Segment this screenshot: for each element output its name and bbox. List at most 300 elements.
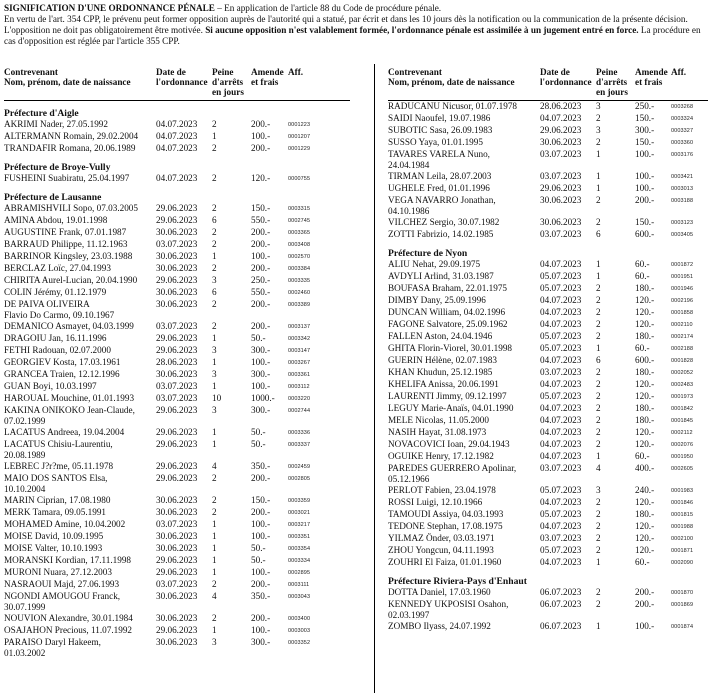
order-date: 03.07.2023 — [540, 149, 582, 159]
table-row — [388, 307, 708, 319]
offender-name: LEBREC J?r?me, 05.11.1978 — [4, 461, 114, 471]
order-date: 04.07.2023 — [540, 113, 582, 123]
fine-amount: 180.- — [635, 367, 655, 377]
fine-amount: 100.- — [251, 251, 271, 261]
detention-days: 2 — [212, 263, 217, 273]
table-row — [4, 579, 350, 591]
detention-days: 2 — [212, 321, 217, 331]
detention-days: 3 — [212, 405, 217, 415]
notice-header — [4, 3, 706, 47]
offender-name: BERCLAZ Loïc, 27.04.1993 — [4, 263, 111, 273]
detention-days: 1 — [596, 149, 601, 159]
fine-amount: 120.- — [635, 545, 655, 555]
detention-days: 2 — [596, 545, 601, 555]
offender-name: ZOMBO Ilyass, 24.07.1992 — [388, 621, 491, 631]
offender-name: VILCHEZ Sergio, 30.07.1982 — [388, 217, 500, 227]
fine-amount: 150.- — [635, 113, 655, 123]
offender-name: FUSHEINI Suabiratu, 25.04.1997 — [4, 173, 130, 183]
detention-days: 3 — [212, 345, 217, 355]
fine-amount: 200.- — [251, 143, 271, 153]
order-date: 04.07.2023 — [540, 319, 582, 329]
order-date: 03.07.2023 — [156, 393, 198, 403]
detention-days: 2 — [596, 427, 601, 437]
order-date: 05.07.2023 — [540, 343, 582, 353]
offender-name: MOISE Valter, 10.10.1993 — [4, 543, 103, 553]
order-date: 05.07.2023 — [540, 331, 582, 341]
detention-days: 2 — [596, 439, 601, 449]
order-date: 03.07.2023 — [156, 381, 198, 391]
detention-days: 2 — [596, 195, 601, 205]
column-header-row — [4, 67, 350, 101]
order-date: 03.07.2023 — [156, 239, 198, 249]
table-row — [388, 101, 708, 114]
fine-amount: 50.- — [251, 439, 266, 449]
case-number: 0003324 — [671, 116, 694, 122]
offender-name: ZOUHRI El Faiza, 01.01.1960 — [388, 557, 502, 567]
fine-amount: 120.- — [635, 427, 655, 437]
offender-name: NOVACOVICI Ioan, 29.04.1943 — [388, 439, 510, 449]
table-row — [4, 357, 350, 369]
order-date: 29.06.2023 — [156, 461, 198, 471]
order-date: 29.06.2023 — [156, 203, 198, 213]
detention-days: 2 — [596, 113, 601, 123]
case-number: 0002196 — [671, 298, 694, 304]
table-row — [4, 131, 350, 143]
order-date: 29.06.2023 — [540, 183, 582, 193]
fine-amount: 550.- — [251, 287, 271, 297]
offender-name: GEORGIEV Kosta, 17.03.1961 — [4, 357, 121, 367]
offender-name: MURONI Nuara, 27.12.2003 — [4, 567, 112, 577]
case-number: 0003389 — [288, 302, 311, 308]
table-row — [4, 591, 350, 613]
offender-name: CHIRITA Aurel-Lucian, 20.04.1990 — [4, 275, 138, 285]
fine-amount: 100.- — [635, 621, 655, 631]
offender-name: PARAISO Daryl Hakeem, 01.03.2002 — [4, 637, 101, 658]
table-row — [4, 215, 350, 227]
left-table-header — [4, 67, 350, 101]
table-row — [388, 427, 708, 439]
order-date: 03.07.2023 — [540, 229, 582, 239]
case-number: 0003336 — [288, 430, 311, 436]
table-row — [388, 125, 708, 137]
order-date: 29.06.2023 — [156, 567, 198, 577]
offender-name: BARRINOR Kingsley, 23.03.1988 — [4, 251, 133, 261]
order-date: 30.06.2023 — [540, 217, 582, 227]
case-number: 0003147 — [288, 348, 311, 354]
case-number: 0003405 — [671, 232, 694, 238]
order-date: 05.07.2023 — [540, 283, 582, 293]
case-number: 0002188 — [671, 346, 694, 352]
column-header-row — [388, 67, 708, 101]
offender-name: RADUCANU Nicusor, 01.07.1978 — [388, 101, 518, 111]
table-row — [4, 143, 350, 155]
order-date: 29.06.2023 — [156, 345, 198, 355]
col-header-name: Contrevenant Nom, prénom, date de naissance — [388, 67, 515, 87]
order-date: 05.07.2023 — [540, 485, 582, 495]
fine-amount: 200.- — [251, 119, 271, 129]
table-row — [388, 497, 708, 509]
offender-name: DIMBY Dany, 25.09.1996 — [388, 295, 486, 305]
case-number: 0003384 — [288, 266, 311, 272]
table-row — [388, 183, 708, 195]
offender-name: TEDONE Stephan, 17.08.1975 — [388, 521, 503, 531]
notice-title-line — [4, 3, 706, 14]
fine-amount: 50.- — [251, 543, 266, 553]
table-row — [388, 149, 708, 171]
offender-name: AVDYLI Arlind, 31.03.1987 — [388, 271, 494, 281]
fine-amount: 120.- — [635, 307, 655, 317]
fine-amount: 300.- — [251, 345, 271, 355]
detention-days: 2 — [596, 403, 601, 413]
detention-days: 1 — [212, 519, 217, 529]
fine-amount: 120.- — [635, 533, 655, 543]
order-date: 03.07.2023 — [156, 579, 198, 589]
fine-amount: 200.- — [251, 473, 271, 483]
offender-name: MARIN Ciprian, 17.08.1980 — [4, 495, 111, 505]
fine-amount: 50.- — [251, 427, 266, 437]
case-number: 0003421 — [671, 174, 694, 180]
order-date: 30.06.2023 — [156, 613, 198, 623]
detention-days: 2 — [596, 415, 601, 425]
fine-amount: 120.- — [251, 173, 271, 183]
col-header-fine: Amende et frais — [251, 67, 284, 87]
col-header-date: Date de l'ordonnance — [156, 67, 208, 87]
fine-amount: 180.- — [635, 415, 655, 425]
fine-amount: 150.- — [251, 495, 271, 505]
fine-amount: 100.- — [251, 131, 271, 141]
column-divider — [374, 64, 375, 693]
detention-days: 2 — [596, 587, 601, 597]
case-number: 0002110 — [671, 322, 693, 328]
fine-amount: 200.- — [251, 613, 271, 623]
case-number: 0001858 — [671, 310, 694, 316]
detention-days: 2 — [596, 367, 601, 377]
fine-amount: 180.- — [635, 283, 655, 293]
table-row — [388, 621, 708, 633]
left-table — [4, 67, 350, 659]
detention-days: 2 — [212, 203, 217, 213]
right-column — [388, 67, 708, 633]
order-date: 29.06.2023 — [156, 427, 198, 437]
order-date: 04.07.2023 — [540, 295, 582, 305]
offender-name: SUBOTIC Sasa, 26.09.1983 — [388, 125, 493, 135]
case-number: 0001845 — [671, 418, 694, 424]
case-number: 0003043 — [288, 594, 311, 600]
case-number: 0001983 — [671, 488, 694, 494]
fine-amount: 180.- — [635, 331, 655, 341]
order-date: 05.07.2023 — [540, 545, 582, 555]
table-row — [388, 587, 708, 599]
fine-amount: 200.- — [635, 587, 655, 597]
detention-days: 1 — [212, 531, 217, 541]
detention-days: 2 — [212, 495, 217, 505]
detention-days: 1 — [212, 131, 217, 141]
offender-name: YILMAZ Önder, 03.03.1971 — [388, 533, 495, 543]
case-number: 0001871 — [671, 548, 694, 554]
notice-subtitle: – En application de l'article 88 du Code de procédure pénale. — [214, 3, 442, 13]
case-number: 0003137 — [288, 324, 311, 330]
fine-amount: 150.- — [251, 203, 271, 213]
table-row — [4, 393, 350, 405]
fine-amount: 60.- — [635, 451, 650, 461]
detention-days: 2 — [596, 283, 601, 293]
table-row — [4, 227, 350, 239]
table-row — [388, 533, 708, 545]
detention-days: 2 — [596, 307, 601, 317]
order-date: 30.06.2023 — [156, 507, 198, 517]
left-column — [4, 67, 350, 659]
order-date: 30.06.2023 — [156, 251, 198, 261]
fine-amount: 100.- — [251, 381, 271, 391]
fine-amount: 200.- — [251, 299, 271, 309]
section-heading-row — [4, 155, 350, 173]
offender-name: MELE Nicolas, 11.05.2000 — [388, 415, 489, 425]
prefecture-heading: Préfecture de Nyon — [388, 248, 468, 259]
case-number: 0001973 — [671, 394, 694, 400]
case-number: 0003220 — [288, 396, 311, 402]
order-date: 30.06.2023 — [156, 591, 198, 601]
offender-name: BARRAUD Philippe, 11.12.1963 — [4, 239, 128, 249]
table-row — [388, 403, 708, 415]
fine-amount: 150.- — [635, 137, 655, 147]
case-number: 0002090 — [671, 560, 694, 566]
detention-days: 1 — [596, 557, 601, 567]
table-row — [4, 275, 350, 287]
offender-name: PAREDES GUERRERO Apolinar, 05.12.1966 — [388, 463, 517, 484]
col-header-name: Contrevenant Nom, prénom, date de naissance — [4, 67, 131, 87]
table-row — [4, 381, 350, 393]
offender-name: TRANDAFIR Romana, 20.06.1989 — [4, 143, 136, 153]
order-date: 30.06.2023 — [156, 531, 198, 541]
fine-amount: 120.- — [635, 319, 655, 329]
col-header-fine: Amende et frais — [635, 67, 668, 87]
table-row — [388, 557, 708, 569]
prefecture-heading: Préfecture Riviera-Pays d'Enhaut — [388, 576, 527, 587]
order-date: 06.07.2023 — [540, 599, 582, 609]
table-row — [388, 509, 708, 521]
detention-days: 1 — [212, 381, 217, 391]
offender-name: TAVARES VARELA Nuno, 24.04.1984 — [388, 149, 490, 170]
table-row — [4, 555, 350, 567]
fine-amount: 200.- — [251, 579, 271, 589]
fine-amount: 150.- — [635, 217, 655, 227]
table-row — [388, 113, 708, 125]
order-date: 30.06.2023 — [156, 227, 198, 237]
order-date: 05.07.2023 — [540, 271, 582, 281]
table-row — [4, 625, 350, 637]
fine-amount: 100.- — [635, 171, 655, 181]
fine-amount: 180.- — [635, 403, 655, 413]
case-number: 0003111 — [288, 582, 310, 588]
fine-amount: 240.- — [635, 485, 655, 495]
detention-days: 6 — [596, 355, 601, 365]
detention-days: 10 — [212, 393, 222, 403]
table-row — [4, 173, 350, 185]
case-number: 0003337 — [288, 442, 311, 448]
case-number: 0003365 — [288, 230, 311, 236]
detention-days: 1 — [596, 259, 601, 269]
order-date: 03.07.2023 — [156, 321, 198, 331]
table-row — [4, 263, 350, 275]
detention-days: 1 — [596, 183, 601, 193]
table-row — [4, 461, 350, 473]
notice-paragraph-end: La procédure en cas d'opposition est réglée par l'article 355 CPP. — [4, 25, 701, 46]
case-number: 0002459 — [288, 464, 311, 470]
prefecture-heading: Préfecture de Lausanne — [4, 192, 102, 203]
case-number: 0002460 — [288, 290, 311, 296]
case-number: 0002745 — [288, 218, 311, 224]
case-number: 0003408 — [288, 242, 311, 248]
order-date: 05.07.2023 — [540, 391, 582, 401]
offender-name: FALLEN Aston, 24.04.1946 — [388, 331, 493, 341]
offender-name: TAMOUDI Assiya, 04.03.1993 — [388, 509, 504, 519]
table-row — [4, 369, 350, 381]
fine-amount: 300.- — [635, 125, 655, 135]
detention-days: 6 — [212, 215, 217, 225]
offender-name: DE PAIVA OLIVEIRA Flavio Do Carmo, 09.10.1967 — [4, 299, 115, 320]
order-date: 30.06.2023 — [540, 195, 582, 205]
detention-days: 2 — [212, 299, 217, 309]
detention-days: 1 — [596, 271, 601, 281]
offender-name: MOHAMED Amine, 10.04.2002 — [4, 519, 126, 529]
section-heading-row — [388, 569, 708, 587]
order-date: 04.07.2023 — [156, 131, 198, 141]
detention-days: 2 — [596, 391, 601, 401]
fine-amount: 200.- — [251, 263, 271, 273]
offender-name: SAIDI Naoufel, 19.07.1986 — [388, 113, 491, 123]
offender-name: MERK Tamara, 09.05.1991 — [4, 507, 107, 517]
table-row — [4, 567, 350, 579]
offender-name: DUNCAN William, 04.02.1996 — [388, 307, 506, 317]
offender-name: ZHOU Yongcun, 04.11.1993 — [388, 545, 494, 555]
offender-name: TIRMAN Leila, 28.07.2003 — [388, 171, 492, 181]
table-row — [4, 473, 350, 495]
case-number: 0003360 — [671, 140, 694, 146]
fine-amount: 100.- — [251, 567, 271, 577]
offender-name: LACATUS Chisiu-Laurentiu, 20.08.1989 — [4, 439, 113, 460]
table-row — [4, 119, 350, 131]
order-date: 30.06.2023 — [156, 637, 198, 647]
detention-days: 4 — [212, 591, 217, 601]
offender-name: SUSSO Yaya, 01.01.1995 — [388, 137, 483, 147]
offender-name: LAURENTI Jimmy, 09.12.1997 — [388, 391, 507, 401]
table-row — [4, 531, 350, 543]
table-row — [4, 427, 350, 439]
table-row — [388, 463, 708, 485]
order-date: 29.06.2023 — [540, 125, 582, 135]
offender-name: NASRAOUI Majd, 27.06.1993 — [4, 579, 120, 589]
order-date: 04.07.2023 — [540, 415, 582, 425]
offender-name: DOTTA Daniel, 17.03.1960 — [388, 587, 491, 597]
case-number: 0003352 — [288, 640, 311, 646]
offender-name: PERLOT Fabien, 23.04.1978 — [388, 485, 496, 495]
detention-days: 1 — [212, 439, 217, 449]
case-number: 0003021 — [288, 510, 311, 516]
fine-amount: 200.- — [251, 507, 271, 517]
case-number: 0001846 — [671, 500, 694, 506]
fine-amount: 100.- — [251, 625, 271, 635]
table-row — [388, 415, 708, 427]
table-row — [4, 613, 350, 625]
case-number: 0002112 — [671, 430, 693, 436]
table-row — [388, 319, 708, 331]
case-number: 0001870 — [671, 590, 694, 596]
table-row — [388, 259, 708, 271]
fine-amount: 180.- — [635, 509, 655, 519]
detention-days: 3 — [596, 101, 601, 111]
table-row — [4, 439, 350, 461]
table-row — [4, 333, 350, 345]
detention-days: 2 — [596, 509, 601, 519]
detention-days: 2 — [212, 579, 217, 589]
table-row — [4, 405, 350, 427]
case-number: 0003123 — [671, 220, 694, 226]
fine-amount: 300.- — [251, 369, 271, 379]
detention-days: 2 — [596, 295, 601, 305]
detention-days: 2 — [596, 379, 601, 389]
right-table-header — [388, 67, 708, 101]
table-row — [4, 321, 350, 333]
case-number: 0001223 — [288, 122, 311, 128]
case-number: 0003361 — [288, 372, 311, 378]
offender-name: MORANSKI Kordian, 17.11.1998 — [4, 555, 132, 565]
case-number: 0001229 — [288, 146, 311, 152]
order-date: 04.07.2023 — [156, 143, 198, 153]
fine-amount: 200.- — [251, 321, 271, 331]
fine-amount: 60.- — [635, 271, 650, 281]
detention-days: 1 — [212, 427, 217, 437]
case-number: 0001950 — [671, 454, 694, 460]
case-number: 0002483 — [671, 382, 694, 388]
fine-amount: 100.- — [251, 519, 271, 529]
offender-name: HAROUAL Mouchine, 01.01.1993 — [4, 393, 135, 403]
detention-days: 3 — [596, 125, 601, 135]
case-number: 0001988 — [671, 524, 694, 530]
fine-amount: 550.- — [251, 215, 271, 225]
detention-days: 2 — [596, 497, 601, 507]
detention-days: 3 — [596, 485, 601, 495]
fine-amount: 200.- — [635, 195, 655, 205]
offender-name: COLIN Jérémy, 01.12.1979 — [4, 287, 107, 297]
order-date: 28.06.2023 — [156, 357, 198, 367]
offender-name: FAGONE Salvatore, 25.09.1962 — [388, 319, 508, 329]
order-date: 06.07.2023 — [540, 587, 582, 597]
fine-amount: 100.- — [251, 357, 271, 367]
order-date: 30.06.2023 — [156, 287, 198, 297]
detention-days: 4 — [212, 461, 217, 471]
order-date: 29.06.2023 — [156, 625, 198, 635]
fine-amount: 100.- — [635, 183, 655, 193]
detention-days: 1 — [596, 451, 601, 461]
order-date: 05.07.2023 — [540, 509, 582, 519]
offender-name: LACATUS Andreea, 19.04.2004 — [4, 427, 125, 437]
order-date: 30.06.2023 — [156, 543, 198, 553]
case-number: 0003217 — [288, 522, 311, 528]
table-row — [388, 295, 708, 307]
offender-name: GHITA Florin-Viorel, 30.01.1998 — [388, 343, 513, 353]
fine-amount: 200.- — [251, 239, 271, 249]
detention-days: 2 — [212, 239, 217, 249]
offender-name: FETHI Radouan, 02.07.2000 — [4, 345, 111, 355]
offender-name: NGONDI AMOUGOU Franck, 30.07.1999 — [4, 591, 121, 612]
section-heading-row — [4, 185, 350, 203]
detention-days: 3 — [212, 637, 217, 647]
fine-amount: 300.- — [251, 637, 271, 647]
fine-amount: 600.- — [635, 355, 655, 365]
table-row — [388, 439, 708, 451]
detention-days: 6 — [212, 287, 217, 297]
detention-days: 1 — [212, 625, 217, 635]
